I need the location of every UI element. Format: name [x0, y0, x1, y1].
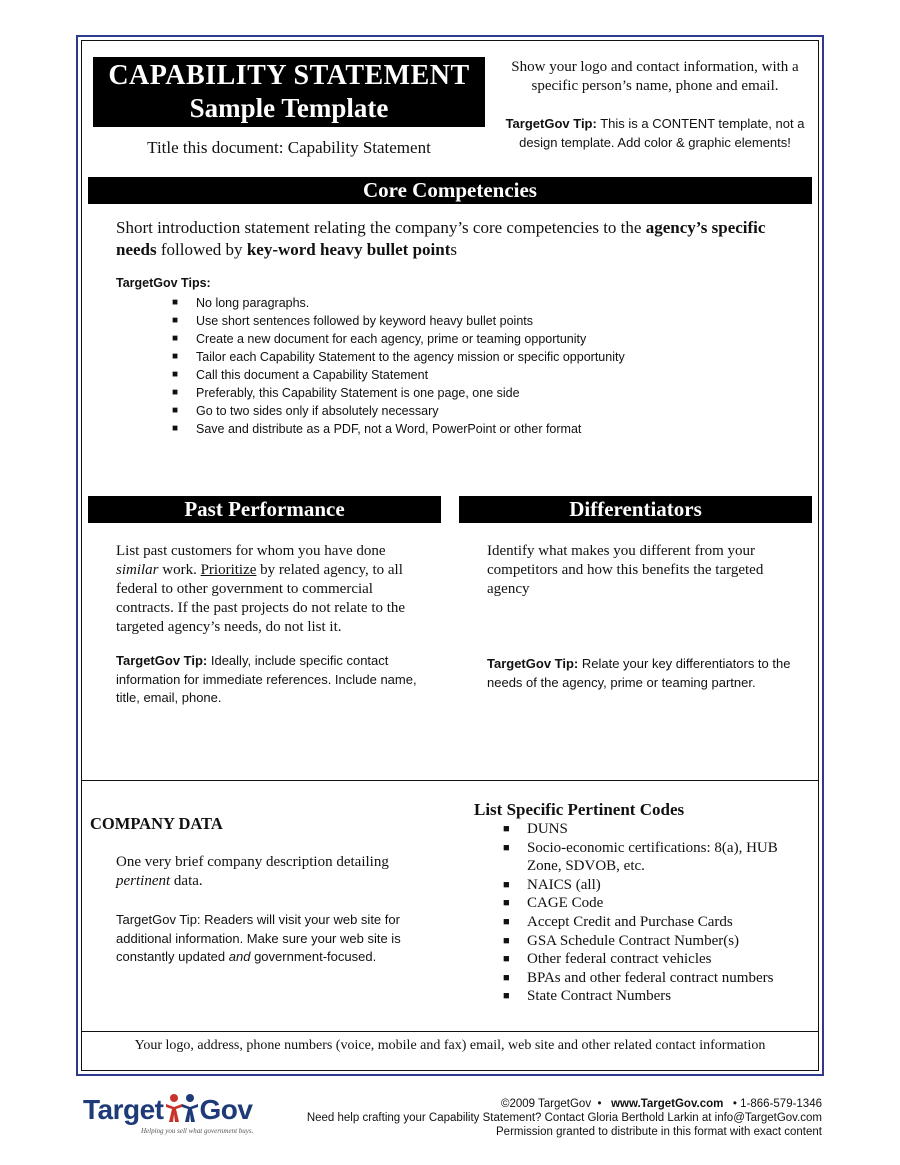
- list-item: [172, 294, 812, 312]
- legal-line-2: Need help crafting your Capability Statement? Contact Gloria Berthold Larkin at info@TargetGov.com: [306, 1112, 822, 1124]
- bullet-icon: ■: [503, 915, 510, 928]
- bullet-icon: ■: [172, 423, 179, 434]
- bullet-icon: ■: [503, 897, 510, 910]
- bullet-icon: ■: [172, 333, 179, 344]
- list-item: [172, 366, 812, 384]
- code-item-text: CAGE Code: [527, 895, 604, 912]
- tip-text: Relate your key differentiators to the needs of the agency, prime or teaming partner.: [487, 656, 791, 690]
- list-item: [503, 969, 813, 988]
- website-link[interactable]: www.TargetGov.com: [611, 1098, 724, 1110]
- list-item: [172, 420, 812, 438]
- bullet-icon: ■: [503, 841, 510, 854]
- tip-label: TargetGov Tip:: [505, 116, 597, 131]
- list-item: [172, 330, 812, 348]
- logo-tagline: Helping you sell what government buys.: [141, 1127, 254, 1135]
- company-tip-emphasis: and: [228, 949, 251, 964]
- targetgov-logo: [83, 1093, 283, 1135]
- past-emphasis-1: similar: [116, 562, 159, 578]
- core-tips-list: [172, 294, 812, 438]
- logo-gov-text: Gov: [199, 1094, 253, 1125]
- code-item-text: Accept Credit and Purchase Cards: [527, 913, 733, 930]
- tip-text: Ideally, include specific contact information for immediate references. Include name, title, email, phone.: [116, 653, 417, 705]
- list-item: [503, 876, 813, 895]
- bullet-icon: ■: [503, 971, 510, 984]
- bullet-icon: ■: [503, 953, 510, 966]
- intro-text-1: Short introduction statement relating the company’s core competencies to the: [116, 218, 646, 237]
- bullet-icon: ■: [503, 934, 510, 947]
- subtitle: Sample Template: [189, 93, 389, 123]
- tip-item-text: Save and distribute as a PDF, not a Word, PowerPoint or other format: [196, 422, 582, 436]
- past-text-1: List past customers for whom you have done: [116, 543, 386, 559]
- people-icon: [165, 1093, 199, 1123]
- tip-item-text: Create a new document for each agency, prime or teaming opportunity: [196, 332, 587, 346]
- tip-item-text: No long paragraphs.: [196, 296, 310, 310]
- intro-text-2: followed by: [156, 240, 247, 259]
- company-tip-text-1: TargetGov Tip: Readers will visit your web site for additional information. Make sure your web site is constantly updated: [116, 912, 401, 964]
- list-item: [172, 402, 812, 420]
- bullet-icon: ■: [172, 405, 179, 416]
- bullet-icon: ■: [172, 351, 179, 362]
- footer-contact-info: Your logo, address, phone numbers (voice, mobile and fax) email, web site and other related contact information: [134, 1038, 766, 1053]
- tip-item-text: Go to two sides only if absolutely necessary: [196, 404, 439, 418]
- past-performance-heading: Past Performance: [88, 496, 441, 523]
- design-tip: [500, 114, 810, 152]
- title-block: [93, 57, 485, 127]
- codes-list: [503, 820, 813, 1006]
- tip-item-text: Tailor each Capability Statement to the agency mission or specific opportunity: [196, 350, 625, 364]
- contact-note: Show your logo and contact information, with a specific person’s name, phone and email.: [511, 59, 799, 94]
- list-item: [172, 348, 812, 366]
- past-emphasis-2: Prioritize: [200, 562, 257, 578]
- past-text-3: by related agency, to all federal to other government to commercial contracts. If the past projects do not relate to the targeted agency’s needs, do not list it.: [116, 562, 406, 635]
- phone-number: 1-866-579-1346: [740, 1098, 822, 1110]
- tip-item-text: Use short sentences followed by keyword heavy bullet points: [196, 314, 533, 328]
- company-text-1: One very brief company description detailing: [116, 854, 389, 870]
- differentiators-tip: [487, 655, 807, 692]
- code-item-text: GSA Schedule Contract Number(s): [527, 932, 740, 949]
- list-item: [503, 820, 813, 839]
- intro-text-3: s: [450, 240, 457, 259]
- tip-item-text: Call this document a Capability Statement: [196, 368, 429, 382]
- list-item: [503, 987, 813, 1006]
- list-item: [503, 913, 813, 932]
- bullet-icon: ■: [172, 369, 179, 380]
- bullet-icon: ■: [503, 878, 510, 891]
- list-item: [172, 384, 812, 402]
- list-item: [503, 932, 813, 951]
- bullet-icon: ■: [503, 990, 510, 1003]
- company-data-heading: COMPANY DATA: [90, 814, 223, 833]
- intro-emphasis-1: agency’s specific needs: [116, 218, 766, 259]
- past-performance-body: [116, 542, 431, 637]
- legal-line-3: Permission granted to distribute in this format with exact content: [496, 1126, 822, 1138]
- code-item-text: DUNS: [527, 821, 568, 837]
- bullet-icon: ■: [172, 297, 179, 308]
- logo-target-text: Target: [83, 1094, 164, 1125]
- core-intro: [116, 217, 806, 261]
- bullet-icon: ■: [503, 823, 510, 835]
- differentiators-body: Identify what makes you different from your competitors and how this benefits the targeted agency: [487, 543, 764, 597]
- section-divider: [81, 780, 819, 781]
- code-item-text: Socio-economic certifications: 8(a), HUB Zone, SDVOB, etc.: [527, 839, 778, 875]
- code-item-text: NAICS (all): [527, 876, 601, 893]
- tip-label: TargetGov Tip:: [116, 653, 208, 668]
- list-item: [503, 950, 813, 969]
- codes-heading: List Specific Pertinent Codes: [474, 800, 685, 819]
- past-text-2: work.: [158, 562, 201, 578]
- bullet-icon: ■: [172, 387, 179, 398]
- company-tip: [116, 911, 436, 967]
- list-item: [503, 894, 813, 913]
- company-emphasis: pertinent: [116, 873, 171, 889]
- tip-label: TargetGov Tip:: [487, 656, 579, 671]
- document-title-note: Title this document: Capability Statement: [147, 138, 431, 157]
- intro-emphasis-2: key-word heavy bullet point: [246, 240, 451, 259]
- code-item-text: State Contract Numbers: [527, 988, 672, 1005]
- legal-line-1: ©2009 TargetGov • www.TargetGov.com • 1-866-579-1346: [500, 1098, 822, 1110]
- company-tip-text-2: government-focused.: [250, 949, 377, 964]
- tip-text: This is a CONTENT template, not a design template. Add color & graphic elements!: [519, 116, 805, 150]
- past-performance-tip: [116, 652, 426, 708]
- main-title: CAPABILITY STATEMENT: [108, 60, 470, 91]
- company-description: [116, 853, 436, 891]
- list-item: [172, 312, 812, 330]
- list-item: [503, 839, 813, 876]
- legal-notice: [290, 1097, 822, 1139]
- core-competencies-heading: Core Competencies: [88, 177, 812, 204]
- logo-wordmark: [83, 1093, 252, 1126]
- code-item-text: BPAs and other federal contract numbers: [527, 969, 774, 986]
- tip-item-text: Preferably, this Capability Statement is one page, one side: [196, 386, 520, 400]
- code-item-text: Other federal contract vehicles: [527, 951, 712, 968]
- company-text-2: data.: [170, 873, 203, 889]
- bullet-icon: ■: [172, 315, 179, 326]
- copyright-text: ©2009 TargetGov: [500, 1098, 592, 1110]
- core-tips-label: TargetGov Tips:: [116, 276, 211, 290]
- footer-divider: [81, 1031, 819, 1032]
- differentiators-heading: Differentiators: [459, 496, 812, 523]
